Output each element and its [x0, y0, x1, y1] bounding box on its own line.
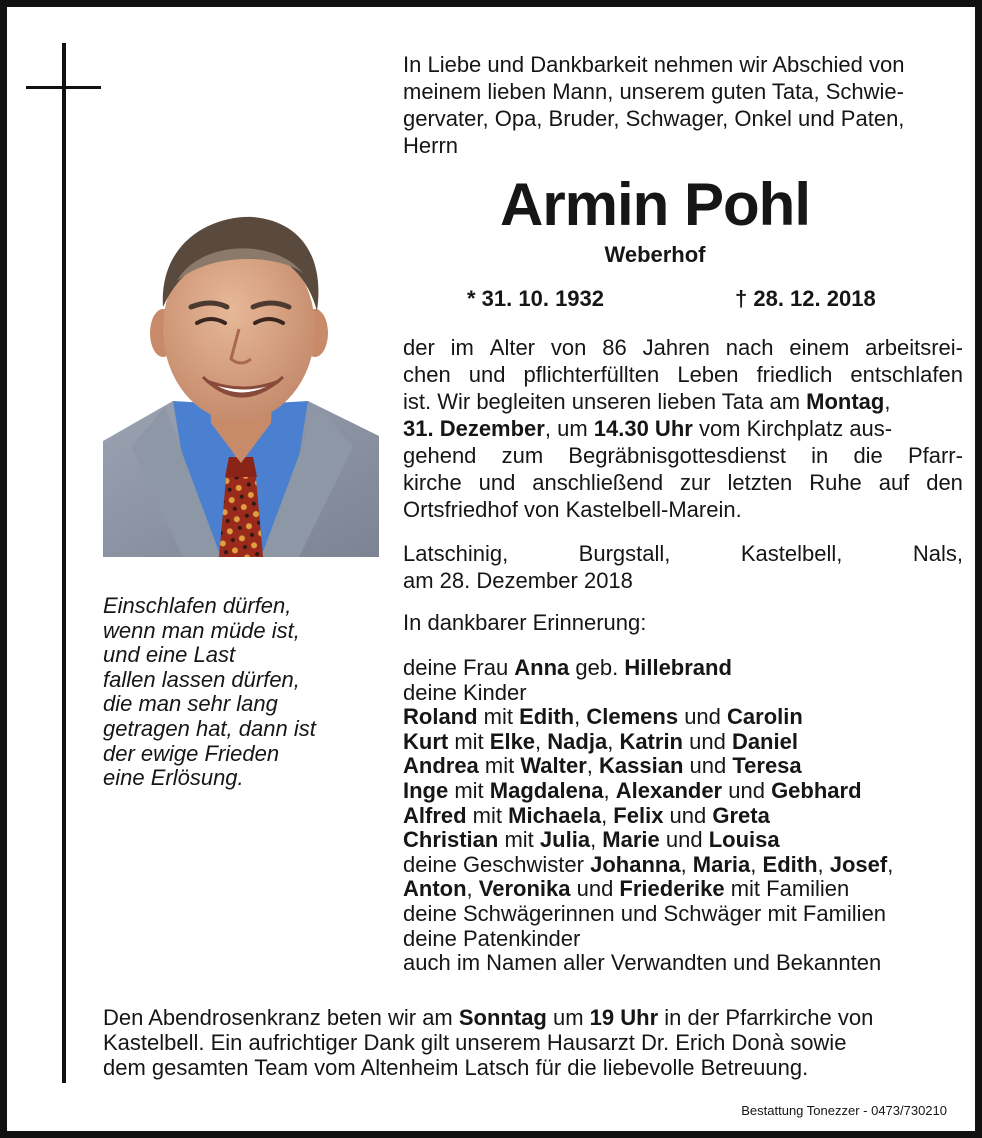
- cross-horizontal-bar: [26, 86, 101, 89]
- word: auf: [878, 470, 910, 495]
- location-line: am 28. Dezember 2018: [403, 568, 633, 593]
- funeral-time: 14.30 Uhr: [593, 416, 693, 441]
- closing-line: dem gesamten Team vom Altenheim Latsch für die liebevolle Betreuung.: [103, 1055, 809, 1080]
- death-date: † 28. 12. 2018: [735, 286, 876, 311]
- body-line: Ortsfriedhof von Kastelbell-Marein.: [403, 497, 742, 522]
- poem-line: Einschlafen dürfen,: [103, 593, 292, 618]
- family-line: auch im Namen aller Verwandten und Bekannten: [403, 950, 882, 976]
- family-line: Christian mit Julia, Marie und Louisa: [403, 827, 780, 853]
- body-line: [403, 469, 963, 496]
- family-line: Roland mit Edith, Clemens und Carolin: [403, 704, 803, 730]
- word: zum: [501, 443, 544, 468]
- word: Pfarr-: [907, 443, 963, 468]
- life-dates: [403, 284, 903, 314]
- word: friedlich: [756, 362, 833, 387]
- location-line: [403, 540, 963, 567]
- word: arbeitsrei-: [865, 335, 963, 360]
- word: Jahren: [642, 335, 710, 360]
- deceased-name: Armin Pohl: [499, 171, 810, 238]
- word: in: [811, 443, 829, 468]
- family-line: Kurt mit Elke, Nadja, Katrin und Daniel: [403, 728, 798, 754]
- family-line: deine Geschwister Johanna, Maria, Edith, Josef,: [403, 851, 894, 877]
- word: Alter: [489, 335, 536, 360]
- family-line: deine Schwägerinnen und Schwäger mit Familien: [403, 900, 887, 926]
- word: und: [468, 362, 506, 387]
- word: pflichterfüllten: [523, 362, 660, 387]
- family-line: deine Patenkinder: [403, 925, 581, 951]
- family-line: deine Frau Anna geb. Hillebrand: [403, 655, 732, 680]
- closing-text: [103, 1005, 963, 1080]
- family-line: deine Kinder: [403, 679, 527, 705]
- body-line: 31. Dezember, um 14.30 Uhr vom Kirchplatz aus-: [403, 416, 893, 441]
- closing-line: Kastelbell. Ein aufrichtiger Dank gilt unserem Hausarzt Dr. Erich Donà sowie: [103, 1030, 847, 1055]
- intro-line: Herrn: [403, 133, 459, 158]
- word: gehend: [403, 443, 477, 468]
- rosary-time: 19 Uhr: [589, 1005, 659, 1030]
- funeral-day: Montag: [806, 389, 885, 414]
- word: entschlafen: [850, 362, 963, 387]
- location-date: [403, 540, 963, 594]
- word: anschließend: [532, 470, 664, 495]
- thanks-heading: In dankbarer Erinnerung:: [403, 610, 647, 635]
- word: die: [853, 443, 883, 468]
- word: Nals,: [912, 541, 963, 566]
- word: der: [403, 335, 435, 360]
- word: von: [550, 335, 587, 360]
- funeral-announcement: [403, 334, 963, 523]
- rosary-day: Sonntag: [458, 1005, 547, 1030]
- cross-vertical-bar: [62, 43, 66, 1083]
- body-line: [403, 334, 963, 361]
- intro-line: In Liebe und Dankbarkeit nehmen wir Abschied von: [403, 52, 905, 77]
- word: 86: [602, 335, 627, 360]
- poem-line: eine Erlösung.: [103, 765, 244, 791]
- word: chen: [403, 362, 451, 387]
- intro-line: meinem lieben Mann, unserem guten Tata, Schwie-: [403, 79, 904, 104]
- word: letzten: [727, 470, 793, 495]
- portrait-illustration: [103, 211, 379, 557]
- family-line: Inge mit Magdalena, Alexander und Gebhard: [403, 777, 862, 803]
- word: im: [450, 335, 474, 360]
- word: Begräbnisgottesdienst: [568, 443, 786, 468]
- birth-date: * 31. 10. 1932: [467, 286, 605, 311]
- deceased-home: Weberhof: [604, 242, 706, 267]
- poem: [103, 594, 383, 791]
- intro-text: [403, 51, 963, 159]
- intro-line: gervater, Opa, Bruder, Schwager, Onkel und Paten,: [403, 106, 905, 131]
- word: Kastelbell,: [740, 541, 843, 566]
- word: Burgstall,: [578, 541, 671, 566]
- closing-line: Den Abendrosenkranz beten wir am Sonntag um 19 Uhr in der Pfarrkirche von: [103, 1005, 874, 1030]
- family-line: Anton, Veronika und Friederike mit Familien: [403, 876, 850, 902]
- word: und: [478, 470, 516, 495]
- word: einem: [789, 335, 850, 360]
- poem-line: fallen lassen dürfen,: [103, 666, 300, 692]
- mourners-list: [403, 656, 963, 976]
- word: Leben: [677, 362, 739, 387]
- poem-line: und eine Last: [103, 642, 236, 668]
- poem-line: wenn man müde ist,: [103, 617, 300, 643]
- family-line: Alfred mit Michaela, Felix und Greta: [403, 802, 770, 828]
- word: zur: [680, 470, 711, 495]
- word: den: [926, 470, 963, 495]
- body-line: [403, 361, 963, 388]
- funeral-home-credit: Bestattung Tonezzer - 0473/730210: [741, 1103, 947, 1118]
- word: nach: [725, 335, 774, 360]
- portrait-photo: [103, 211, 379, 557]
- body-line: [403, 442, 963, 469]
- word: Ruhe: [809, 470, 862, 495]
- poem-line: getragen hat, dann ist: [103, 715, 316, 741]
- word: Latschinig,: [403, 541, 509, 566]
- poem-line: der ewige Frieden: [103, 740, 280, 766]
- family-line: Andrea mit Walter, Kassian und Teresa: [403, 753, 802, 779]
- funeral-date: 31. Dezember: [403, 416, 545, 441]
- word: kirche: [403, 470, 462, 495]
- body-line: ist. Wir begleiten unseren lieben Tata am Montag,: [403, 389, 891, 414]
- poem-line: die man sehr lang: [103, 691, 278, 717]
